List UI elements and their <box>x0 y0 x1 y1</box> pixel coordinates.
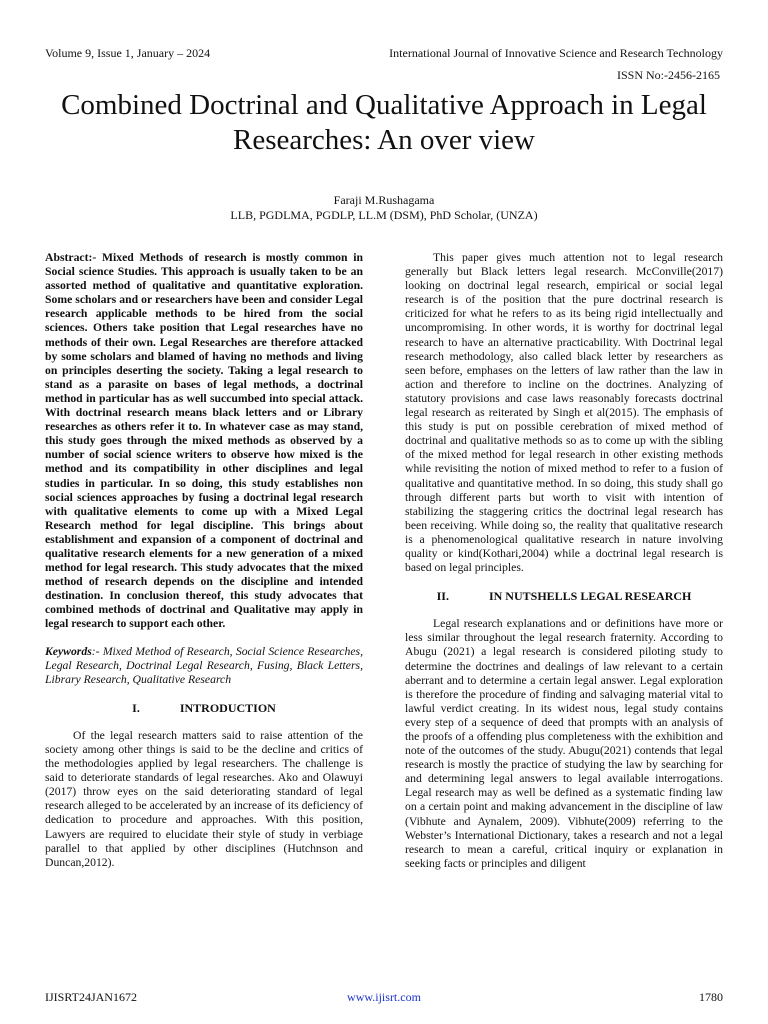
legal-research-paragraph: Legal research explanations and or definitions have more or less similar throughout the legal research fraternity. According to Abugu (2021) a legal research is considered piloting study to determine the doctrines and dealings of law relevant to a certain aberrant and to determine a certain legal answer. Legal exploration is therefore the procedure of finding and salvaging material vital to lawful verdict creating. In its widest nous, legal study contains every step of a sequence of deed that prompts with an analysis of the proofs of a offending plus completeness with the exhibition and note of the outcomes of the study. Abugu(2021) contends that legal research is mostly the practice of studying the law by searching for and determining legal answers to legal available interrogations. Legal research may as well be defined as a systematic finding law on a certain point and making advancement in the discipline of law (Vibhute and Aynalem, 2009). Vibhute(2009) referring to the Webster’s International Dictionary, takes a research and not a legal research to mean a careful, critical inquiry or explanation in seeking facts or principles and diligent <box>405 617 723 870</box>
section-title: IN NUTSHELLS LEGAL RESEARCH <box>488 589 692 604</box>
page-number: 1780 <box>699 990 723 1004</box>
section-heading-introduction <box>45 701 363 715</box>
keywords-label: Keywords <box>45 644 92 658</box>
section-heading-legal-research <box>405 589 723 603</box>
author-block <box>0 193 768 223</box>
abstract: Abstract:- Mixed Methods of research is mostly common in Social science Studies. This approach is usually taken to be an assorted method of qualitative and quantitative exploration. Some scholars and or researchers have been and consider Legal research applicable methods to be hired from the social sciences. Others take position that Legal researches have no methods of their own. Legal Researches are therefore attacked by some scholars and blamed of having no methods and living on principles deserting the society. Taking a legal research to stand as a parasite on bases of legal methods, a doctrinal method in particular has as well succumbed into special attack. With doctrinal research means black letters and or Library researches as others refer it to. In whatever case as may stand, this study goes through the mixed methods as observed by a number of social science writers to observe how mixed is the method and its compatibility in other disciplines and legal studies in particular. In so doing, this study establishes non social sciences approaches by fusing a doctrinal legal research with qualitative elements to come up with a Mixed Legal Research method for legal discipline. This brings about establishment and expansion of a component of doctrinal and qualitative research elements for a new generation of a mixed method for legal research. This study advocates that the mixed method of research depends on the discipline and intended destination. In conclusion thereof, this study advocates that combined methods of doctrinal and Qualitative may apply in legal research to support each other. <box>45 251 363 631</box>
author-credentials: LLB, PGDLMA, PGDLP, LL.M (DSM), PhD Scholar, (UNZA) <box>230 208 538 222</box>
keywords-text: Mixed Method of Research, Social Science Researches, Legal Research, Doctrinal Legal Research, Fusing, Black Letters, Library Research, Qualitative Research <box>45 644 363 686</box>
right-column <box>405 251 723 871</box>
journal-name: International Journal of Innovative Science and Research Technology <box>389 46 723 60</box>
keywords-separator: :- <box>91 644 103 658</box>
section-title: INTRODUCTION <box>179 700 276 715</box>
left-column <box>45 251 363 870</box>
keywords <box>45 645 363 687</box>
issn-number: ISSN No:-2456-2165 <box>616 68 720 82</box>
volume-issue: Volume 9, Issue 1, January – 2024 <box>45 46 211 60</box>
introduction-paragraph: Of the legal research matters said to raise attention of the society among other things is said to be the decline and critics of the methodologies applied by legal researchers. The challenge is said to deteriorate standards of legal researches. Ako and Olawuyi (2017) throw eyes on the said deteriorating standard of legal research alleged to be accelerated by an increase of its deficiency of dedication to procedure and approaches. With this position, Lawyers are required to elucidate their style of study in verbiage parallel to that applied by other disciplines (Hutchnson and Duncan,2012). <box>45 728 363 869</box>
article-id: IJISRT24JAN1672 <box>45 990 137 1004</box>
section-number: I. <box>132 700 140 715</box>
section-number: II. <box>436 589 449 604</box>
author-name: Faraji M.Rushagama <box>333 193 435 207</box>
journal-url-link[interactable]: www.ijisrt.com <box>347 990 421 1004</box>
paper-title: Combined Doctrinal and Qualitative Approach in Legal Researches: An over view <box>61 89 707 156</box>
body-paragraph: This paper gives much attention not to legal research generally but Black letters legal research. McConville(2017) looking on doctrinal legal research, empirical or social legal research is of the position that the pure doctrinal research is criticized for what he refers to as its being rigid intellectually and uncompromising. In other words, it is worthy for doctrinal legal research to have an alternative practicability. With Doctrinal legal research methodology, also called black letter by researchers as seen before, emphases on the letters of law rather than the law in action and therefore to incline on the doctrines. Analyzing of statutory provisions and case laws reasonably forecasts doctrinal legal research as reiterated by Singh et al(2015). The emphasis of this study is put on possible cerebration of mixed method of doctrinal and qualitative methods so as to come up with the sibling of the mixed method for legal research in other existing methods while revisiting the notion of mixed method to refer to a fusion of qualitative and quantitative method. In so doing, this study shall go through different parts but worth to visit with intention of stabilizing the staggering critics the doctrinal legal research has been receiving. While doing so, the reality that qualitative research is a phenomenological qualitative research in nature involving quality or kind(Kothari,2004) while a doctrinal legal research is based on legal principles. <box>405 251 723 575</box>
